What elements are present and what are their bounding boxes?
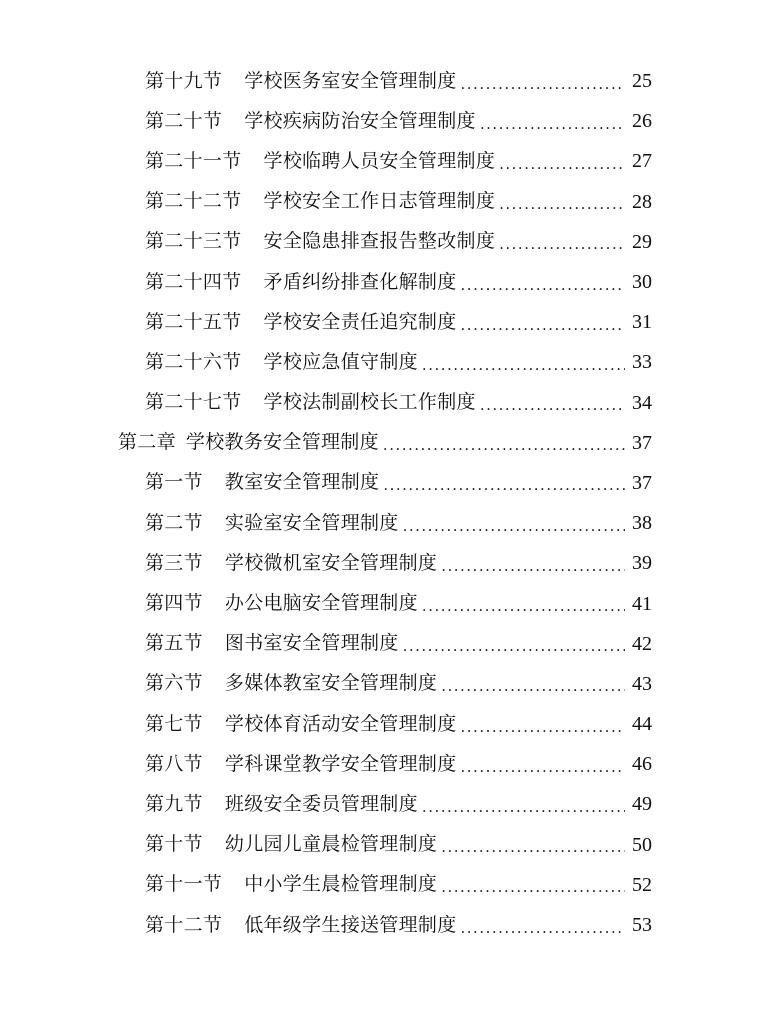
toc-dot-leader xyxy=(422,358,625,373)
toc-entry-title: 实验室安全管理制度 xyxy=(224,511,399,534)
toc-dot-leader xyxy=(383,478,625,493)
toc-entry[interactable] xyxy=(0,744,768,784)
toc-entry-page: 27 xyxy=(632,150,652,173)
toc-entry-page: 43 xyxy=(632,672,652,695)
toc-entry-number: 第二章 xyxy=(118,431,176,454)
toc-entry-number: 第九节 xyxy=(145,792,203,815)
toc-entry[interactable] xyxy=(0,262,768,302)
toc-entry-page: 42 xyxy=(632,632,652,655)
toc-entry-page: 29 xyxy=(632,230,652,253)
toc-entry-title: 学科课堂教学安全管理制度 xyxy=(224,752,457,775)
toc-entry-title: 矛盾纠纷排查化解制度 xyxy=(263,270,457,293)
toc-dot-leader xyxy=(422,800,625,815)
toc-entry-label xyxy=(145,69,457,92)
toc-entry[interactable] xyxy=(0,825,768,865)
toc-entry[interactable] xyxy=(0,704,768,744)
toc-entry-page: 31 xyxy=(632,311,652,334)
toc-entry[interactable] xyxy=(0,463,768,503)
toc-entry-page: 49 xyxy=(632,793,652,816)
toc-entry-number: 第二十二节 xyxy=(145,190,242,213)
toc-entry-number: 第二十节 xyxy=(145,109,223,132)
toc-entry-number: 第十九节 xyxy=(145,69,223,92)
toc-entry-title: 办公电脑安全管理制度 xyxy=(224,592,418,615)
toc-entry-number: 第十一节 xyxy=(145,873,223,896)
toc-entry-number: 第三节 xyxy=(145,551,203,574)
toc-entry-page: 53 xyxy=(632,914,652,937)
toc-dot-leader xyxy=(403,639,625,654)
toc-entry-number: 第二十一节 xyxy=(145,149,242,172)
toc-entry-number: 第四节 xyxy=(145,592,203,615)
toc-entry-label xyxy=(145,393,476,412)
toc-entry-page: 25 xyxy=(632,70,652,93)
toc-entry-page: 37 xyxy=(632,431,652,454)
toc-entry-title: 多媒体教室安全管理制度 xyxy=(224,672,438,695)
toc-entry-title: 低年级学生接送管理制度 xyxy=(244,913,457,936)
toc-entry-title: 幼儿园儿童晨检管理制度 xyxy=(224,833,438,856)
toc-entry-title: 中小学生晨检管理制度 xyxy=(244,873,438,896)
toc-entry-page: 46 xyxy=(632,753,652,776)
toc-entry[interactable] xyxy=(0,101,768,141)
toc-entry-page: 33 xyxy=(632,351,652,374)
toc-entry-number: 第五节 xyxy=(145,632,203,655)
toc-entry-page: 26 xyxy=(632,110,652,133)
toc-entry-number: 第一节 xyxy=(145,471,203,494)
toc-chapter-entry[interactable] xyxy=(0,423,768,463)
toc-entry-page: 41 xyxy=(632,592,652,615)
toc-dot-leader xyxy=(422,599,625,614)
toc-entry-title: 学校疾病防治安全管理制度 xyxy=(244,109,476,132)
table-of-contents xyxy=(0,61,768,945)
toc-entry-title: 安全隐患排查报告整改制度 xyxy=(263,230,496,253)
toc-entry-number: 第二节 xyxy=(145,511,203,534)
toc-entry-title: 学校安全工作日志管理制度 xyxy=(263,190,496,213)
toc-entry-page: 52 xyxy=(632,873,652,896)
toc-entry-label xyxy=(145,149,496,172)
toc-entry-label xyxy=(118,433,379,452)
toc-entry-title: 学校安全责任追究制度 xyxy=(263,310,457,333)
toc-entry[interactable] xyxy=(0,905,768,945)
toc-entry-label xyxy=(145,875,437,894)
toc-entry-number: 第十二节 xyxy=(145,913,223,936)
toc-entry[interactable] xyxy=(0,624,768,664)
toc-entry-number: 第七节 xyxy=(145,712,203,735)
toc-entry-page: 50 xyxy=(632,833,652,856)
toc-dot-leader xyxy=(461,77,625,92)
toc-dot-leader xyxy=(441,840,625,855)
toc-entry-label xyxy=(145,270,457,293)
toc-entry-title: 学校医务室安全管理制度 xyxy=(244,69,457,92)
toc-entry[interactable] xyxy=(0,61,768,101)
toc-entry[interactable] xyxy=(0,664,768,704)
toc-entry[interactable] xyxy=(0,222,768,262)
toc-dot-leader xyxy=(461,278,625,293)
toc-entry-number: 第二十四节 xyxy=(145,270,242,293)
toc-entry-title: 教室安全管理制度 xyxy=(224,471,380,494)
toc-dot-leader xyxy=(480,398,625,413)
toc-entry-label xyxy=(145,792,418,815)
toc-entry-label xyxy=(145,109,476,132)
toc-entry-page: 37 xyxy=(632,471,652,494)
toc-dot-leader xyxy=(383,438,625,453)
toc-entry[interactable] xyxy=(0,182,768,222)
toc-entry[interactable] xyxy=(0,784,768,824)
toc-dot-leader xyxy=(461,720,625,735)
toc-entry-label xyxy=(145,511,399,534)
toc-entry[interactable] xyxy=(0,383,768,423)
toc-entry-number: 第二十五节 xyxy=(145,310,242,333)
toc-dot-leader xyxy=(461,921,625,936)
toc-entry-number: 第二十三节 xyxy=(145,230,242,253)
toc-entry-label xyxy=(145,712,457,735)
toc-entry-title: 学校临聘人员安全管理制度 xyxy=(263,149,496,172)
toc-entry-number: 第十节 xyxy=(145,833,203,856)
toc-entry-label xyxy=(145,551,438,574)
toc-entry-number: 第八节 xyxy=(145,752,203,775)
toc-entry-page: 34 xyxy=(632,391,652,414)
toc-entry-page: 44 xyxy=(632,713,652,736)
toc-entry-page: 38 xyxy=(632,512,652,535)
toc-entry-title: 学校法制副校长工作制度 xyxy=(263,391,476,414)
toc-entry-page: 39 xyxy=(632,552,652,575)
toc-entry-label xyxy=(145,594,418,613)
toc-dot-leader xyxy=(441,880,625,895)
toc-entry-label xyxy=(145,310,457,333)
toc-entry[interactable] xyxy=(0,865,768,905)
toc-entry-label xyxy=(145,752,457,775)
toc-dot-leader xyxy=(499,197,625,212)
toc-entry-label xyxy=(145,634,399,653)
toc-entry-page: 30 xyxy=(632,271,652,294)
toc-entry[interactable] xyxy=(0,141,768,181)
toc-entry-title: 学校教务安全管理制度 xyxy=(185,431,379,454)
toc-entry-title: 学校应急值守制度 xyxy=(263,350,418,373)
toc-entry-label xyxy=(145,913,457,936)
toc-dot-leader xyxy=(403,519,625,534)
toc-entry-label xyxy=(145,473,379,492)
toc-dot-leader xyxy=(461,318,625,333)
toc-dot-leader xyxy=(480,117,625,132)
toc-dot-leader xyxy=(499,237,625,252)
toc-entry-title: 图书室安全管理制度 xyxy=(224,632,399,655)
toc-entry-title: 学校微机室安全管理制度 xyxy=(224,551,438,574)
toc-entry-label xyxy=(145,192,495,211)
toc-entry-page: 28 xyxy=(632,190,652,213)
toc-entry-label xyxy=(145,835,437,854)
toc-dot-leader xyxy=(441,559,625,574)
toc-entry-number: 第二十七节 xyxy=(145,391,242,414)
toc-entry[interactable] xyxy=(0,342,768,382)
toc-dot-leader xyxy=(461,760,625,775)
toc-entry-title: 学校体育活动安全管理制度 xyxy=(224,712,457,735)
toc-dot-leader xyxy=(441,679,625,694)
toc-entry-label xyxy=(145,674,437,693)
toc-entry-number: 第六节 xyxy=(145,672,203,695)
toc-entry[interactable] xyxy=(0,503,768,543)
toc-entry[interactable] xyxy=(0,583,768,623)
toc-entry[interactable] xyxy=(0,302,768,342)
toc-entry-label xyxy=(145,232,495,251)
toc-entry-number: 第二十六节 xyxy=(145,350,242,373)
toc-dot-leader xyxy=(499,157,625,172)
toc-entry[interactable] xyxy=(0,543,768,583)
toc-entry-title: 班级安全委员管理制度 xyxy=(224,792,418,815)
toc-entry-label xyxy=(145,350,418,373)
